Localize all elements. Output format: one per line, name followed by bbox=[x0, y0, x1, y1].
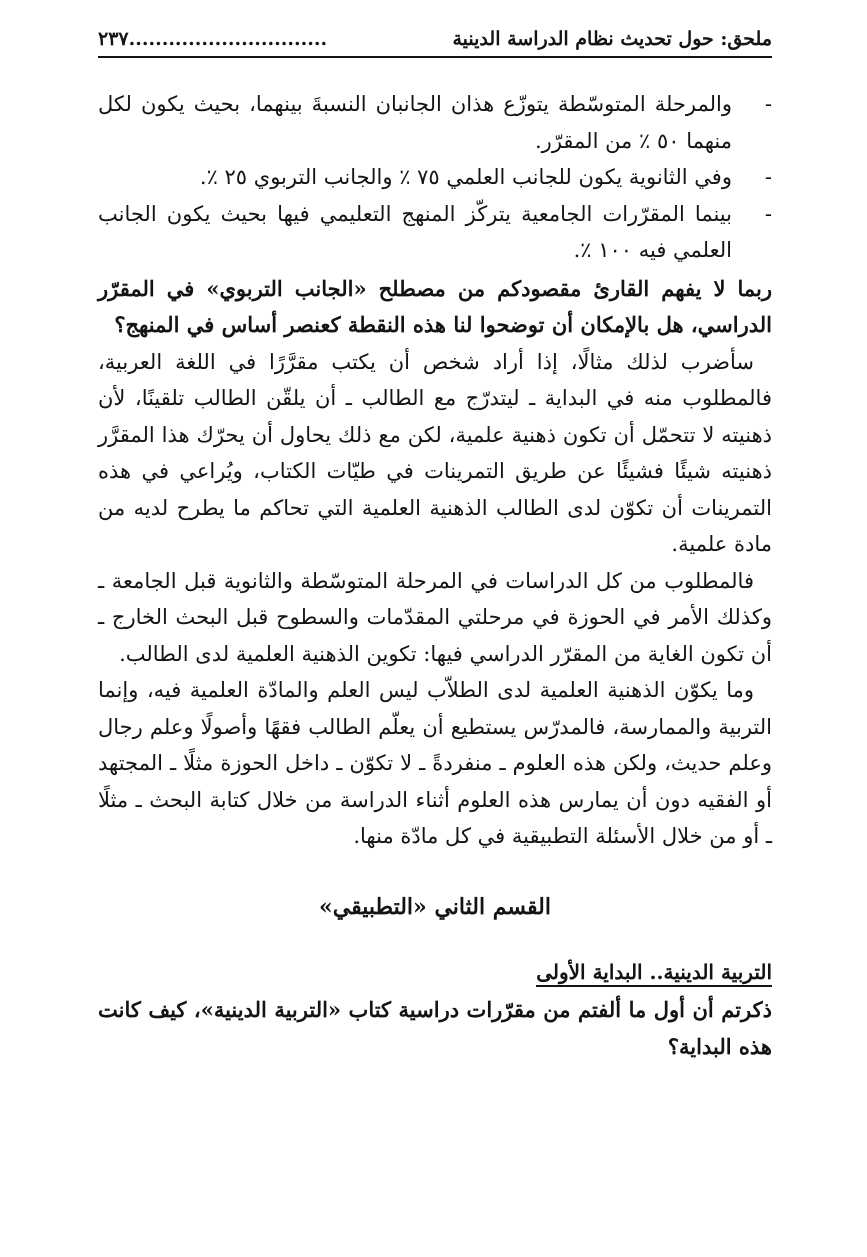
dash-marker: - bbox=[764, 92, 772, 116]
book-page bbox=[98, 22, 772, 1065]
list-item bbox=[98, 196, 772, 269]
answer-paragraph: فالمطلوب من كل الدراسات في المرحلة المتوسّطة والثانوية قبل الجامعة ـ وكذلك الأمر في الحوزة في مرحلتي المقدّمات والسطوح قبل البحث الخارج ـ أن تكون الغاية من المقرّر الدراسي فيها: تكوين الذهنية العلمية لدى الطالب. bbox=[98, 568, 772, 666]
subheading-text: التربية الدينية.. البداية الأولى bbox=[536, 960, 772, 987]
header-title: ملحق: حول تحديث نظام الدراسة الدينية bbox=[452, 28, 772, 50]
running-header bbox=[98, 22, 772, 58]
list-item-text: والمرحلة المتوسّطة يتوزّع هذان الجانبان النسبةَ بينهما، بحيث يكون لكل منهما ٥٠ ٪ من المقرّر. bbox=[98, 92, 732, 153]
header-page-number: ..............................٢٣٧ bbox=[98, 28, 328, 50]
list-item-text: وفي الثانوية يكون للجانب العلمي ٧٥ ٪ والجانب التربوي ٢٥ ٪. bbox=[199, 165, 732, 189]
interview-question: ربما لا يفهم القارئ مقصودكم من مصطلح «الجانب التربوي» في المقرّر الدراسي، هل بالإمكان أن توضحوا لنا هذه النقطة كعنصر أساس في المنهج؟ bbox=[98, 275, 772, 337]
subheading bbox=[98, 955, 772, 989]
interview-question: ذكرتم أن أول ما ألفتم من مقرّرات دراسية كتاب «التربية الدينية»، كيف كانت هذه البداية؟ bbox=[98, 996, 772, 1059]
answer-paragraph: وما يكوّن الذهنية العلمية لدى الطلاّب ليس العلم والمادّة العلمية فيه، وإنما التربية والممارسة، فالمدرّس يستطيع أن يعلّم الطالب فقهًا وأصولًا وعلم رجال وعلم حديث، ولكن هذه العلوم ـ منفردةً ـ لا تكوّن ـ داخل الحوزة مثلًا ـ المجتهد أو الفقيه دون أن يمارس هذه العلوم أثناء الدراسة من خلال كتابة البحث ـ مثلًا ـ أو من خلال الأسئلة التطبيقية في كل مادّة منها. bbox=[98, 678, 772, 848]
list-item bbox=[98, 159, 772, 196]
section-heading: القسم الثاني «التطبيقي» bbox=[319, 893, 551, 920]
list-item bbox=[98, 86, 772, 159]
dash-marker: - bbox=[764, 201, 772, 226]
list-item-text: بينما المقرّرات الجامعية يتركّز المنهج التعليمي فيها بحيث يكون الجانب العلمي فيه ١٠٠ ٪. bbox=[98, 201, 732, 262]
answer-paragraph: سأضرب لذلك مثالًا، إذا أراد شخص أن يكتب مقرَّرًا في اللغة العربية، فالمطلوب منه في البداية ـ ليتدرّج مع الطالب ـ أن يلقّن الطالب تلقينًا، لأن ذهنيته لا تتحمّل أن تكون ذهنية علمية، لكن مع ذلك يحاول أن يحرّك هذا المقرَّر ذهنيته شيئًا فشيئًا عن طريق التمرينات في طيّات الكتاب، ويُراعي في هذه التمرينات أن تكوّن لدى الطالب الذهنية العلمية التي تحاكم ما يطرح لديه من مادة علمية. bbox=[98, 349, 772, 556]
dash-marker: - bbox=[764, 165, 772, 189]
bullet-list bbox=[98, 86, 772, 269]
